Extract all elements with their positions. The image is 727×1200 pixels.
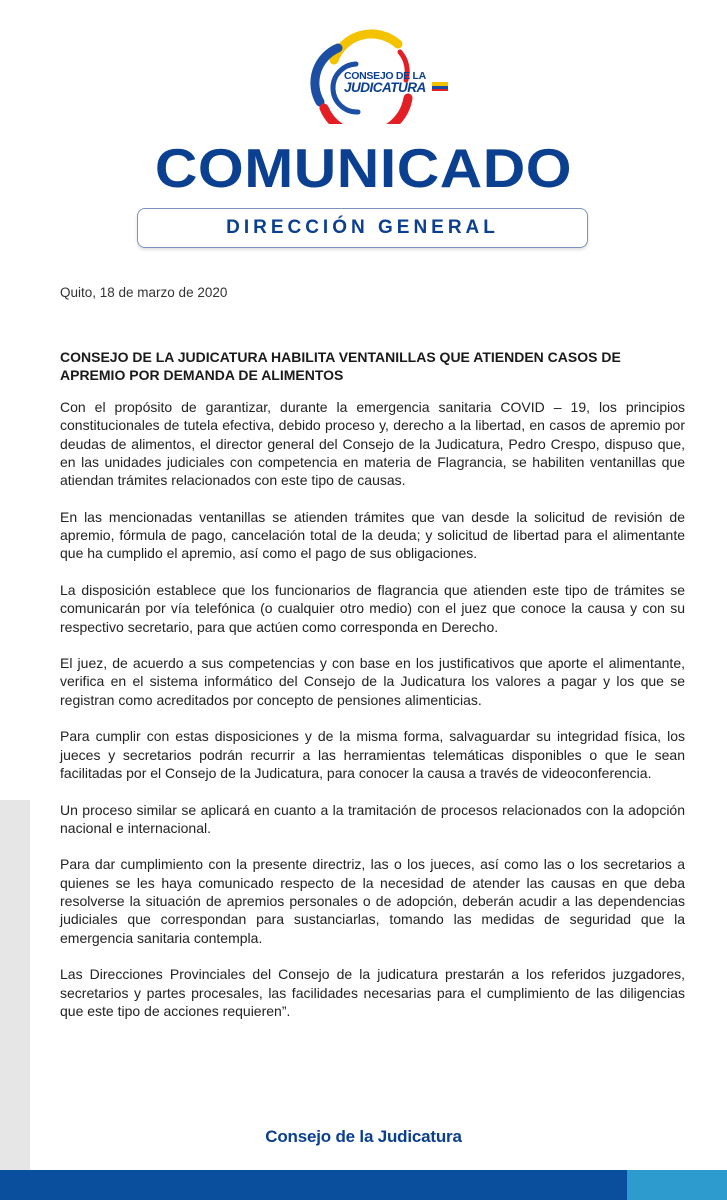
document-body <box>60 348 685 1038</box>
logo-text <box>344 70 426 94</box>
paragraph: La disposición establece que los funcionarios de flagrancia que atienden este tipo de trámites se comunicarán por vía telefónica (o cualquier otro medio) con el juez que conoce la causa y con su respectivo secretario, para que actúen como corresponda en Derecho. <box>60 581 685 635</box>
paragraph: Para dar cumplimiento con la presente directriz, las o los jueces, así como las o los secretarios a quienes se les haya comunicado respecto de la necesidad de atender las causas en que deba resolverse la situación de apremios personales o de adopción, deberán acudir a las dependencias judiciales que correspondan para sustanciarlas, tomando las medidas de seguridad que la emergencia sanitaria contempla. <box>60 856 685 946</box>
paragraph: Para cumplir con estas disposiciones y de la misma forma, salvaguardar su integridad física, los jueces y secretarios podrán recurrir a las herramientas telemáticas disponibles o que le sean facilitadas por el Consejo de la Judicatura, para conocer la causa a través de videoconferencia. <box>60 728 685 781</box>
page-title: COMUNICADO <box>154 137 573 199</box>
paragraph: Las Direcciones Provinciales del Consejo de la judicatura prestarán a los referidos juzgadores, secretarios y partes procesales, las facilidades necesarias para el cumplimiento de las diligencias que este tipo de acciones requieren”. <box>60 966 685 1019</box>
bottom-bar-accent <box>627 1170 727 1200</box>
bottom-bar <box>0 1170 727 1200</box>
logo-line-1: CONSEJO DE LA <box>344 70 426 82</box>
subtitle-box <box>137 208 588 248</box>
footer-signature: Consejo de la Judicatura <box>265 1127 462 1146</box>
paragraph: Con el propósito de garantizar, durante la emergencia sanitaria COVID – 19, los principios constitucionales de tutela efectiva, debido proceso y, derecho a la libertad, en casos de apremio por deudas de alimentos, el director general del Consejo de la Judicatura, Pedro Crespo, dispuso que, en las unidades judiciales con competencia en materia de Flagrancia, se habiliten ventanillas que atiendan trámites relacionados con este tipo de causas. <box>60 399 685 489</box>
headline: CONSEJO DE LA JUDICATURA HABILITA VENTANILLAS QUE ATIENDEN CASOS DE APREMIO POR DEMANDA DE ALIMENTOS <box>60 349 621 383</box>
flag-icon <box>432 82 448 91</box>
logo <box>298 24 458 124</box>
subtitle: DIRECCIÓN GENERAL <box>226 217 499 238</box>
document-date: Quito, 18 de marzo de 2020 <box>60 285 228 300</box>
logo-line-2: JUDICATURA <box>344 80 426 95</box>
paragraph: El juez, de acuerdo a sus competencias y con base en los justificativos que aporte el alimentante, verifica en el sistema informático del Consejo de la Judicatura los valores a pagar y los que se registran como acreditados por concepto de pensiones alimenticias. <box>60 655 685 708</box>
paragraph: Un proceso similar se aplicará en cuanto a la tramitación de procesos relacionados con la adopción nacional e internacional. <box>60 801 685 836</box>
paragraph: En las mencionadas ventanillas se atienden trámites que van desde la solicitud de revisión de apremio, fórmula de pago, cancelación total de la deuda; y solicitud de libertad para el alimentante que ha cumplido el apremio, así como el pago de sus obligaciones. <box>60 508 685 562</box>
side-decor-bar <box>0 800 30 1170</box>
